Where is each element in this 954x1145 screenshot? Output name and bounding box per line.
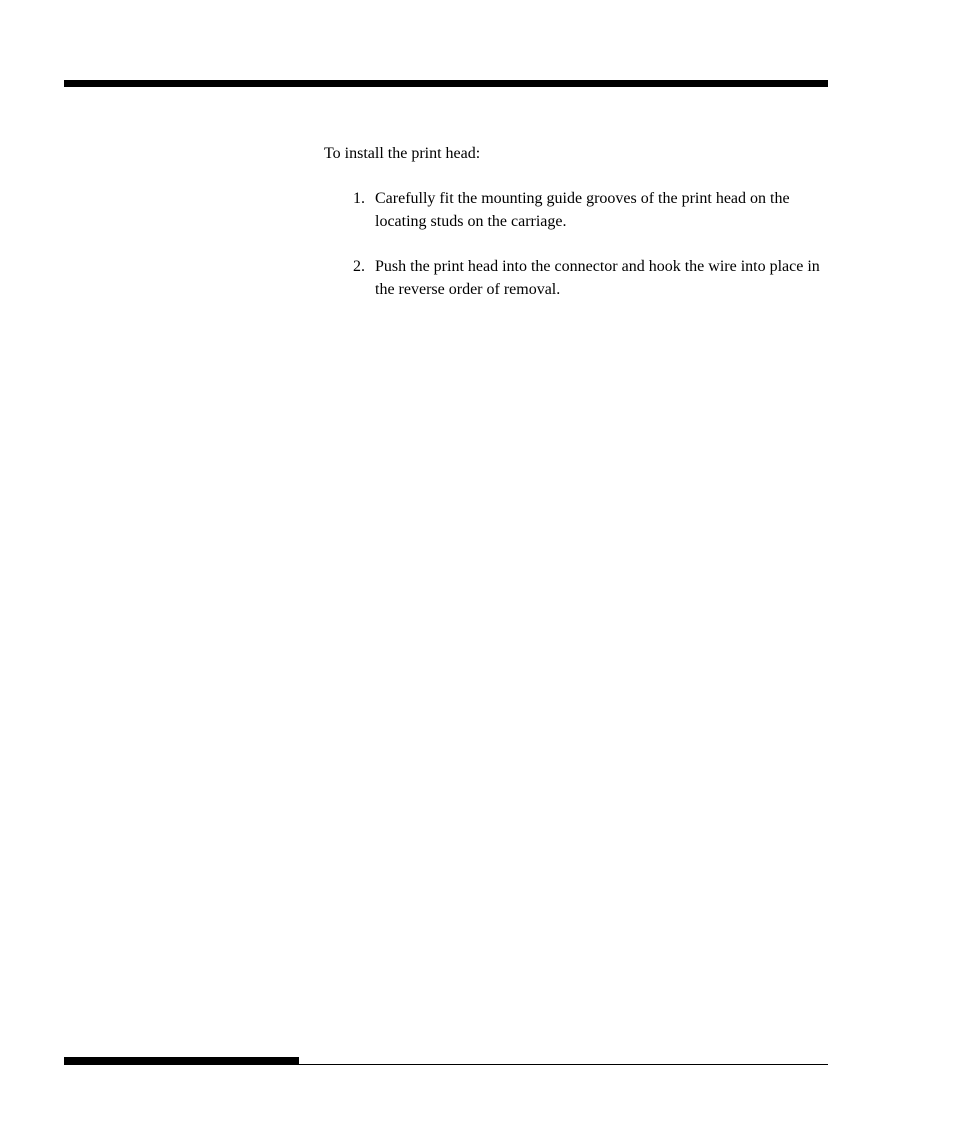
step-text: Carefully fit the mounting guide grooves of the print head on the locating studs on the carriage. bbox=[375, 190, 790, 230]
page-content bbox=[324, 142, 824, 323]
step-text: Push the print head into the connector and hook the wire into place in the reverse order of removal. bbox=[375, 258, 820, 298]
step-number: 2. bbox=[353, 258, 365, 275]
header-rule bbox=[64, 80, 828, 87]
footer-rule-thin bbox=[299, 1064, 828, 1065]
step-item bbox=[324, 255, 824, 301]
procedure-intro: To install the print head: bbox=[324, 145, 481, 162]
step-number: 1. bbox=[353, 190, 365, 207]
step-item bbox=[324, 187, 824, 233]
footer-rule-thick bbox=[64, 1057, 299, 1065]
procedure-steps bbox=[324, 187, 824, 301]
